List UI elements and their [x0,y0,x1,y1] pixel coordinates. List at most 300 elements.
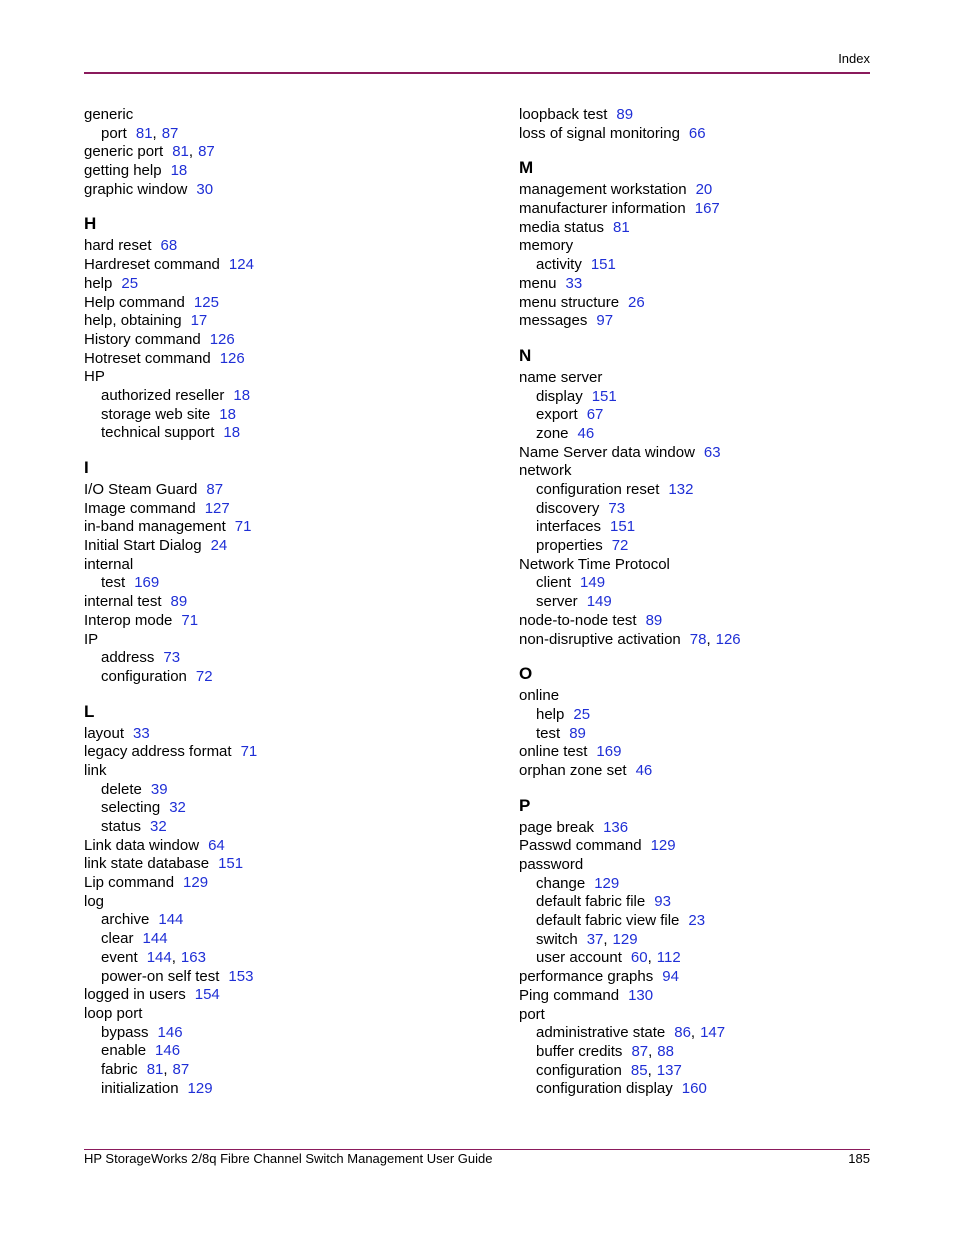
page-link[interactable]: 17 [190,312,208,330]
page-link[interactable]: 23 [688,912,706,930]
page-link[interactable]: 153 [228,967,254,985]
index-entry [519,294,919,313]
page-link[interactable]: 72 [611,537,629,555]
entry-pages [573,706,590,723]
page-link[interactable]: 67 [586,406,604,424]
entry-term: export [536,406,578,424]
entry-term: menu [519,274,557,292]
page-link[interactable]: 46 [635,761,653,779]
page-link[interactable]: 32 [169,799,186,817]
page-link[interactable]: 63 [703,443,721,461]
index-column-left [84,106,484,1098]
entry-pages [662,968,679,985]
page-link[interactable]: 129 [594,874,620,892]
page-link[interactable]: 151 [218,855,244,873]
index-subentry [84,968,484,987]
entry-pages [569,725,586,742]
page-link[interactable]: 137 [656,1061,682,1079]
entry-term: in-band management [84,518,226,536]
entry-pages [631,1062,682,1079]
entry-term: Hardreset command [84,256,220,274]
index-entry [519,556,919,575]
index-entry [519,462,919,481]
entry-term: test [536,724,561,742]
page-separator: , [690,1024,696,1042]
entry-pages [636,762,653,779]
page-link[interactable]: 73 [608,499,626,517]
entry-term: server [536,593,578,611]
index-entry [84,481,484,500]
page-separator: , [171,948,176,966]
entry-term: management workstation [519,181,687,199]
entry-term: Interop mode [84,611,173,629]
page-link[interactable]: 93 [654,893,671,911]
entry-term: generic port [84,143,164,161]
index-section [84,701,484,1099]
page-link[interactable]: 85 [630,1061,648,1079]
entry-pages [613,219,630,236]
page-link[interactable]: 78 [689,630,707,648]
page-link[interactable]: 64 [208,836,225,854]
entry-term: zone [536,424,569,442]
entry-pages [603,819,628,836]
entry-pages [133,725,150,742]
entry-pages [188,1080,213,1097]
entry-term: getting help [84,162,162,180]
page-link[interactable]: 97 [596,312,614,330]
index-entry [84,874,484,893]
index-section [84,213,484,443]
index-subentry [84,1061,484,1080]
entry-pages [578,425,595,442]
index-section [519,663,919,780]
index-entry [84,312,484,331]
page-link[interactable]: 160 [681,1080,707,1098]
entry-pages [171,162,188,179]
index-entry [519,631,919,650]
entry-term: internal [84,555,134,573]
entry-pages [612,537,629,554]
index-subentry [519,388,919,407]
index-subentry [84,949,484,968]
page-link[interactable]: 87 [172,1060,190,1078]
entry-pages [223,424,240,441]
index-entry [84,762,484,781]
entry-pages [241,743,258,760]
page-link[interactable]: 146 [155,1042,181,1060]
page-link[interactable]: 126 [209,330,235,348]
entry-term: clear [101,930,134,948]
page-link[interactable]: 18 [233,386,251,404]
entry-term: client [536,574,572,592]
index-entry [519,369,919,388]
page-link[interactable]: 18 [170,162,188,180]
index-section [84,457,484,687]
page-link[interactable]: 169 [596,743,622,761]
entry-pages [155,1042,180,1059]
page-link[interactable]: 144 [158,911,184,929]
entry-pages [631,949,681,966]
entry-term: online test [519,743,588,761]
page-link[interactable]: 89 [170,593,188,611]
entry-term: log [84,892,105,910]
page-link[interactable]: 33 [565,274,583,292]
page-link[interactable]: 18 [223,424,241,442]
page-link[interactable]: 71 [181,611,199,629]
index-section [519,795,919,1099]
page-link[interactable]: 124 [228,256,254,274]
entry-pages [695,200,720,217]
entry-term: bypass [101,1023,149,1041]
page-link[interactable]: 94 [662,968,679,986]
index-subentry [84,1024,484,1043]
page-link[interactable]: 26 [628,293,645,311]
entry-term: layout [84,724,125,742]
page-link[interactable]: 129 [187,1079,213,1097]
page-link[interactable]: 73 [163,649,181,667]
index-entry [519,987,919,1006]
index-subentry [519,931,919,950]
entry-term: port [101,124,127,142]
index-entry [84,331,484,350]
index-subentry [84,930,484,949]
entry-pages [158,1024,183,1041]
entry-pages [161,237,178,254]
entry-term: interfaces [536,518,602,536]
page-link[interactable]: 163 [180,948,206,966]
index-subentry [84,406,484,425]
index-subentry [519,425,919,444]
entry-term: logged in users [84,986,186,1004]
page-separator: , [647,1061,652,1079]
index-subentry [519,500,919,519]
page-link[interactable]: 87 [161,124,179,142]
entry-pages [143,930,168,947]
page-link[interactable]: 81 [135,124,153,142]
index-entry [84,368,484,387]
footer-page-number: 185 [848,1151,870,1166]
entry-pages [628,294,645,311]
page-link[interactable]: 126 [715,630,741,648]
entry-pages [631,1043,674,1060]
index-entry [84,537,484,556]
entry-pages [235,518,252,535]
page-separator: , [188,143,194,161]
page-link[interactable]: 25 [573,705,591,723]
entry-pages [587,931,638,948]
page-link[interactable]: 130 [628,986,654,1004]
page-link[interactable]: 20 [695,181,713,199]
entry-pages [196,181,213,198]
page-link[interactable]: 129 [612,930,638,948]
entry-term: fabric [101,1060,138,1078]
page-link[interactable]: 30 [196,180,214,198]
index-entry [519,200,919,219]
entry-term: test [101,574,126,592]
page-separator: , [603,930,608,948]
page-link[interactable]: 18 [219,405,236,423]
entry-term: activity [536,256,582,274]
entry-pages [596,312,613,329]
entry-term: status [101,818,142,835]
page-link[interactable]: 24 [210,537,228,555]
index-entry [519,181,919,200]
entry-term: configuration [536,1061,622,1079]
page-link[interactable]: 132 [668,481,694,498]
entry-term: buffer credits [536,1042,623,1060]
index-entry [84,143,484,162]
index-subentry [84,1080,484,1099]
entry-term: authorized reseller [101,386,225,404]
entry-term: address [101,649,155,667]
page-link[interactable]: 89 [616,106,634,123]
index-entry [519,275,919,294]
index-subentry [519,706,919,725]
page-link[interactable]: 66 [688,124,706,142]
index-entry [84,612,484,631]
entry-pages [194,294,219,311]
page-link[interactable]: 151 [610,518,636,536]
entry-pages [566,275,583,292]
index-entry [84,593,484,612]
entry-pages [206,481,223,498]
index-entry [84,256,484,275]
index-subentry [519,593,919,612]
page-separator: , [647,949,652,967]
page-link[interactable]: 72 [195,667,213,685]
index-subentry [84,1042,484,1061]
entry-pages [147,949,206,966]
page-link[interactable]: 32 [150,818,167,835]
index-entry [84,837,484,856]
entry-term: archive [101,911,150,929]
index-entry [84,986,484,1005]
index-entry [519,837,919,856]
index-entry [84,275,484,294]
page-link[interactable]: 125 [193,293,219,311]
entry-term: technical support [101,424,215,442]
entry-pages [592,388,617,405]
page-link[interactable]: 129 [650,837,676,855]
page-link[interactable]: 129 [183,874,209,892]
entry-term: configuration display [536,1080,673,1098]
page-link[interactable]: 39 [150,780,168,798]
entry-term: Ping command [519,986,620,1004]
page-link[interactable]: 154 [194,986,220,1004]
page-link[interactable]: 71 [240,743,258,761]
page-separator: , [152,124,157,142]
page-link[interactable]: 25 [121,274,139,292]
entry-term: enable [101,1042,147,1060]
index-subentry [519,481,919,500]
page-link[interactable]: 87 [198,143,215,161]
entry-term: graphic window [84,180,188,198]
page-link[interactable]: 151 [591,387,617,405]
entry-term: loopback test [519,106,608,123]
page-link[interactable]: 144 [146,948,172,966]
page-link[interactable]: 112 [656,949,681,967]
entry-pages [220,350,245,367]
entry-pages [136,125,179,142]
entry-term: non-disruptive activation [519,630,681,648]
index-subentry [84,574,484,593]
index-entry [84,631,484,650]
entry-term: Initial Start Dialog [84,537,202,555]
index-entry [519,612,919,631]
entry-term: storage web site [101,405,211,423]
entry-term: messages [519,312,588,330]
entry-term: display [536,387,583,405]
page-link[interactable]: 88 [657,1042,674,1060]
entry-term: link [84,761,107,779]
page-link[interactable]: 151 [590,256,616,274]
index-entry [84,106,484,125]
page-link[interactable]: 147 [700,1024,726,1042]
entry-term: memory [519,237,574,255]
footer-rule [84,1149,870,1150]
entry-pages [587,406,604,423]
page-link[interactable]: 126 [219,349,245,367]
entry-pages [163,649,180,666]
entry-pages [205,500,230,517]
index-subentry [84,818,484,837]
entry-pages [646,612,663,629]
page-link[interactable]: 89 [569,724,586,742]
entry-pages [696,181,713,198]
entry-pages [219,406,236,423]
entry-term: password [519,856,584,873]
page-link[interactable]: 37 [586,930,604,948]
page-link[interactable]: 68 [160,237,178,255]
index-subentry [519,1080,919,1099]
entry-pages [181,612,198,629]
entry-pages [171,593,188,610]
entry-pages [196,668,213,685]
entry-term: power-on self test [101,967,220,985]
index-subentry [519,574,919,593]
page-link[interactable]: 167 [694,200,720,218]
page-link[interactable]: 81 [146,1060,164,1078]
entry-term: History command [84,330,201,348]
entry-pages [210,331,235,348]
section-letter: L [84,701,95,721]
entry-term: help [84,274,113,292]
index-entry [84,518,484,537]
entry-pages [183,874,208,891]
index-subentry [519,725,919,744]
entry-term: network [519,462,572,480]
index-section [84,106,484,199]
entry-pages [690,631,741,648]
page-link[interactable]: 46 [577,424,595,442]
page-link[interactable]: 146 [157,1023,183,1041]
page-link[interactable]: 86 [674,1024,691,1042]
page-link[interactable]: 149 [586,593,612,611]
entry-term: user account [536,949,622,967]
section-letter: P [519,795,531,815]
entry-pages [616,106,633,123]
section-letter: I [84,458,89,477]
index-entry [519,444,919,463]
entry-term: event [101,948,138,966]
entry-pages [651,837,676,854]
page-link[interactable]: 127 [204,499,230,517]
index-subentry [84,781,484,800]
entry-pages [158,911,183,928]
page-link[interactable]: 149 [580,574,606,592]
index-subentry [519,893,919,912]
entry-pages [689,125,706,142]
page-link[interactable]: 87 [631,1042,649,1060]
entry-pages [195,986,220,1003]
page-link[interactable]: 71 [234,518,252,536]
index-section [519,157,919,331]
entry-term: Link data window [84,836,200,854]
page-link[interactable]: 33 [133,724,150,742]
entry-pages [674,1024,725,1041]
index-entry [519,819,919,838]
entry-pages [172,143,215,160]
page-link[interactable]: 136 [603,818,629,836]
index-subentry [519,1062,919,1081]
entry-term: name server [519,368,603,386]
index-entry [519,237,919,256]
entry-term: online [519,687,560,705]
entry-term: link state database [84,855,210,873]
index-subentry [519,406,919,425]
entry-pages [594,875,619,892]
footer-document-title: HP StorageWorks 2/8q Fibre Channel Switch Management User Guide [84,1151,493,1166]
entry-pages [682,1080,707,1097]
entry-pages [688,912,705,929]
page-link[interactable]: 87 [206,481,224,498]
page-link[interactable]: 89 [645,611,663,629]
page-link[interactable]: 81 [613,218,630,236]
page-link[interactable]: 144 [142,930,168,948]
header-section-label: Index [838,51,870,66]
index-entry [519,219,919,238]
page-link[interactable]: 169 [134,574,160,592]
entry-pages [208,837,225,854]
index-subentry [519,912,919,931]
entry-pages [228,968,253,985]
page-link[interactable]: 60 [630,949,648,967]
entry-pages [147,1061,190,1078]
page-separator: , [648,1042,653,1060]
page-separator: , [706,630,711,648]
page-separator: , [163,1060,168,1078]
entry-term: help [536,705,565,723]
index-entry [519,968,919,987]
index-entry [519,312,919,331]
entry-term: performance graphs [519,968,654,986]
index-entry [84,893,484,912]
index-entry [84,350,484,369]
entry-term: change [536,874,586,892]
index-entry [519,743,919,762]
entry-pages [134,574,159,591]
entry-term: configuration [101,667,187,685]
entry-term: Hotreset command [84,349,211,367]
index-entry [519,856,919,875]
index-entry [519,762,919,781]
entry-term: legacy address format [84,743,232,761]
index-subentry [84,125,484,144]
index-entry [84,162,484,181]
index-subentry [519,537,919,556]
page-link[interactable]: 81 [172,143,189,161]
entry-term: Help command [84,293,185,311]
